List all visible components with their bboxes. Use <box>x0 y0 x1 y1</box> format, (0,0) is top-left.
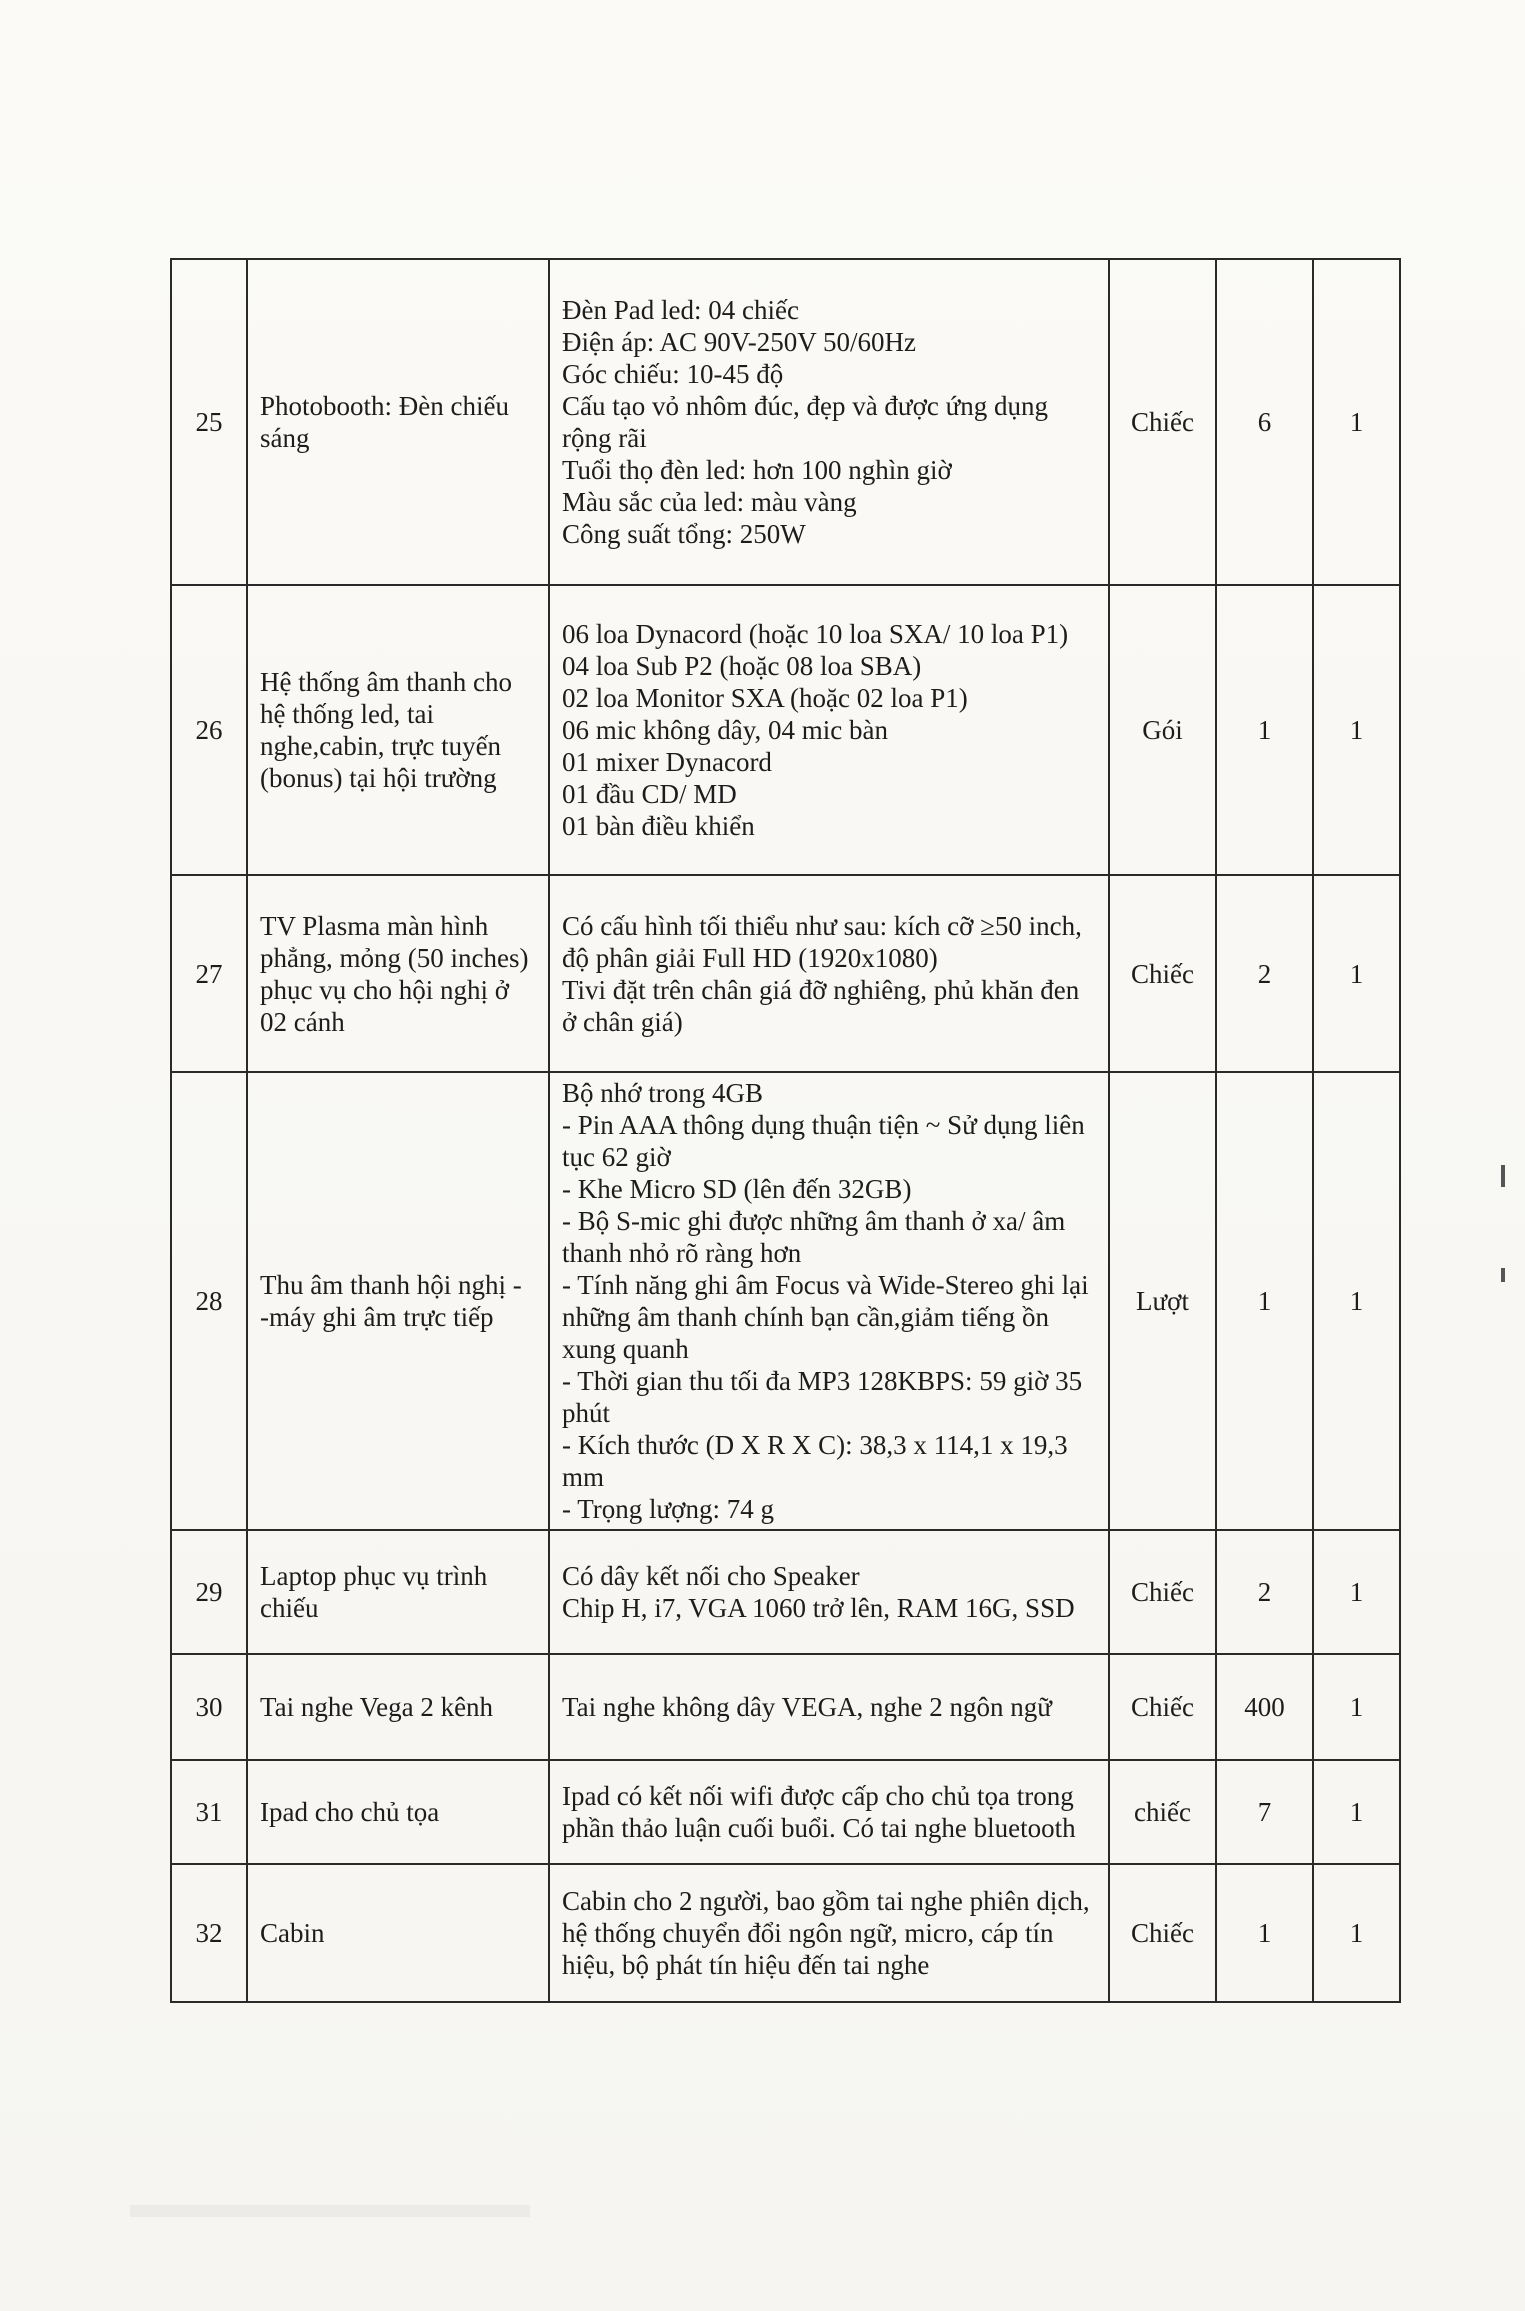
scan-edge-mark <box>1501 1165 1505 1187</box>
quantity: 6 <box>1216 259 1313 585</box>
table-row <box>171 1864 1400 2002</box>
description-line: Tuổi thọ đèn led: hơn 100 nghìn giờ <box>562 455 952 485</box>
item-description <box>549 875 1109 1072</box>
item-name: Cabin <box>247 1864 549 2002</box>
row-number: 28 <box>171 1072 247 1530</box>
description-line: Ipad có kết nối wifi được cấp cho chủ tọa trong phần thảo luận cuối buổi. Có tai nghe bluetooth <box>562 1781 1076 1843</box>
item-name: Laptop phục vụ trình chiếu <box>247 1530 549 1654</box>
description-line: Điện áp: AC 90V-250V 50/60Hz <box>562 327 916 357</box>
quantity: 1 <box>1216 585 1313 875</box>
description-line: Cabin cho 2 người, bao gồm tai nghe phiên dịch, hệ thống chuyển đổi ngôn ngữ, micro, cáp tín hiệu, bộ phát tín hiệu đến tai nghe <box>562 1886 1090 1980</box>
row-number: 31 <box>171 1760 247 1864</box>
item-name: Photobooth: Đèn chiếu sáng <box>247 259 549 585</box>
row-number: 27 <box>171 875 247 1072</box>
unit: Chiếc <box>1109 1530 1216 1654</box>
quantity: 400 <box>1216 1654 1313 1760</box>
row-number: 25 <box>171 259 247 585</box>
description-line: Có cấu hình tối thiểu như sau: kích cỡ ≥50 inch, độ phân giải Full HD (1920x1080) <box>562 910 1082 973</box>
row-number: 30 <box>171 1654 247 1760</box>
table-row <box>171 1654 1400 1760</box>
description-line: - Trọng lượng: 74 g <box>562 1494 774 1524</box>
table-row <box>171 585 1400 875</box>
unit: Lượt <box>1109 1072 1216 1530</box>
row-number: 32 <box>171 1864 247 2002</box>
description-line: Đèn Pad led: 04 chiếc <box>562 295 799 325</box>
quantity: 7 <box>1216 1760 1313 1864</box>
quantity: 2 <box>1216 875 1313 1072</box>
description-line: - Pin AAA thông dụng thuận tiện ~ Sử dụng liên tục 62 giờ <box>562 1110 1085 1172</box>
quantity-secondary: 1 <box>1313 585 1400 875</box>
table-row <box>171 1530 1400 1654</box>
description-line: 06 loa Dynacord (hoặc 10 loa SXA/ 10 loa P1) <box>562 619 1069 649</box>
table-row <box>171 1072 1400 1530</box>
description-line: Cấu tạo vỏ nhôm đúc, đẹp và được ứng dụng rộng rãi <box>562 391 1048 453</box>
quantity: 2 <box>1216 1530 1313 1654</box>
quantity-secondary: 1 <box>1313 259 1400 585</box>
unit: Chiếc <box>1109 1864 1216 2002</box>
quantity-secondary: 1 <box>1313 1864 1400 2002</box>
unit: Gói <box>1109 585 1216 875</box>
table-body <box>171 259 1400 2002</box>
table-row <box>171 875 1400 1072</box>
item-description <box>549 585 1109 875</box>
scan-edge-mark <box>1501 1268 1505 1282</box>
description-line: - Tính năng ghi âm Focus và Wide-Stereo ghi lại những âm thanh chính bạn cần,giảm tiếng ồn xung quanh <box>562 1270 1089 1364</box>
description-line: - Khe Micro SD (lên đến 32GB) <box>562 1174 912 1204</box>
description-line: Bộ nhớ trong 4GB <box>562 1078 764 1108</box>
item-name: Hệ thống âm thanh cho hệ thống led, tai nghe,cabin, trực tuyến (bonus) tại hội trường <box>247 585 549 875</box>
quantity-secondary: 1 <box>1313 1760 1400 1864</box>
quantity-secondary: 1 <box>1313 875 1400 1072</box>
row-number: 26 <box>171 585 247 875</box>
quantity: 1 <box>1216 1072 1313 1530</box>
description-line: Tai nghe không dây VEGA, nghe 2 ngôn ngữ <box>562 1692 1052 1722</box>
description-line: Màu sắc của led: màu vàng <box>562 487 857 517</box>
quantity-secondary: 1 <box>1313 1530 1400 1654</box>
description-line: 02 loa Monitor SXA (hoặc 02 loa P1) <box>562 683 968 713</box>
description-line: 01 đầu CD/ MD <box>562 779 737 809</box>
item-description <box>549 259 1109 585</box>
description-line: - Kích thước (D X R X C): 38,3 x 114,1 x 19,3 mm <box>562 1430 1068 1492</box>
description-line: Chip H, i7, VGA 1060 trở lên, RAM 16G, SSD <box>562 1593 1075 1623</box>
unit: chiếc <box>1109 1760 1216 1864</box>
item-name: TV Plasma màn hình phẳng, mỏng (50 inches) phục vụ cho hội nghị ở 02 cánh <box>247 875 549 1072</box>
item-description <box>549 1654 1109 1760</box>
row-number: 29 <box>171 1530 247 1654</box>
quantity-secondary: 1 <box>1313 1072 1400 1530</box>
description-line: - Thời gian thu tối đa MP3 128KBPS: 59 giờ 35 phút <box>562 1366 1083 1428</box>
item-description <box>549 1864 1109 2002</box>
description-line: Góc chiếu: 10-45 độ <box>562 359 784 389</box>
table-row <box>171 259 1400 585</box>
description-line: Công suất tổng: 250W <box>562 519 806 549</box>
description-line: 01 bàn điều khiển <box>562 811 755 841</box>
item-name: Thu âm thanh hội nghị - -máy ghi âm trực tiếp <box>247 1072 549 1530</box>
quantity: 1 <box>1216 1864 1313 2002</box>
unit: Chiếc <box>1109 875 1216 1072</box>
quantity-secondary: 1 <box>1313 1654 1400 1760</box>
table-row <box>171 1760 1400 1864</box>
description-line: 06 mic không dây, 04 mic bàn <box>562 715 888 745</box>
equipment-table <box>170 258 1401 2003</box>
scan-smudge <box>130 2205 530 2217</box>
item-description <box>549 1760 1109 1864</box>
description-line: - Bộ S-mic ghi được những âm thanh ở xa/ âm thanh nhỏ rõ ràng hơn <box>562 1206 1066 1268</box>
item-name: Ipad cho chủ tọa <box>247 1760 549 1864</box>
description-line: 04 loa Sub P2 (hoặc 08 loa SBA) <box>562 651 922 681</box>
unit: Chiếc <box>1109 1654 1216 1760</box>
description-line: Có dây kết nối cho Speaker <box>562 1561 860 1591</box>
item-description <box>549 1072 1109 1530</box>
description-line: 01 mixer Dynacord <box>562 747 772 777</box>
description-line: Tivi đặt trên chân giá đỡ nghiêng, phủ khăn đen ở chân giá) <box>562 974 1080 1037</box>
item-name: Tai nghe Vega 2 kênh <box>247 1654 549 1760</box>
item-description <box>549 1530 1109 1654</box>
unit: Chiếc <box>1109 259 1216 585</box>
